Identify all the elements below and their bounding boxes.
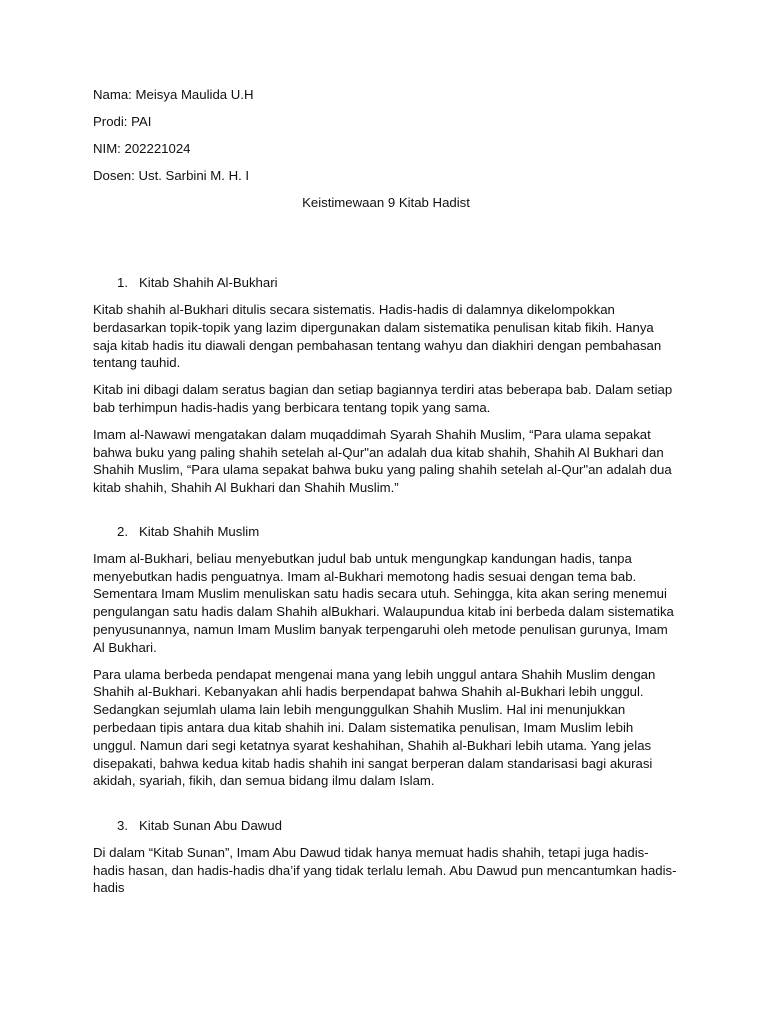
- document-title: Keistimewaan 9 Kitab Hadist: [302, 195, 470, 211]
- section-heading-text: Kitab Shahih Al-Bukhari: [139, 275, 278, 291]
- list-number: 2.: [117, 523, 128, 539]
- paragraph: Imam al-Nawawi mengatakan dalam muqaddimah Syarah Shahih Muslim, “Para ulama sepakat bahwa buku yang paling shahih setelah al-Qur"an adalah dua kitab shahih, Shahih Al Bukhari dan Shahih Muslim, “Para ulama sepakat bahwa buku yang paling shahih setelah al-Qur"an adalah dua kitab shahih, Shahih Al Bukhari dan Shahih Muslim.”: [93, 426, 672, 496]
- list-number: 1.: [117, 275, 128, 291]
- paragraph: Imam al-Bukhari, beliau menyebutkan judul bab untuk mengungkap kandungan hadis, tanpa menyebutkan hadis penguatnya. Imam al-Bukhari memotong hadis sesuai dengan tema bab. Sementara Imam Muslim menuliskan satu hadis secara utuh. Sehingga, kita akan sering menemui pengulangan satu hadis dalam Shahih alBukhari. Walaupundua kitab ini berbeda dalam sistematika penyusunannya, namun Imam Muslim banyak terpengaruhi oleh metode penulisan gurunya, Imam Al Bukhari.: [93, 550, 674, 655]
- study-program: Prodi: PAI: [93, 114, 152, 130]
- paragraph: Para ulama berbeda pendapat mengenai mana yang lebih unggul antara Shahih Muslim dengan Shahih al-Bukhari. Kebanyakan ahli hadis berpendapat bahwa Shahih al-Bukhari lebih unggul. Sedangkan sejumlah ulama lain lebih mengunggulkan Shahih Muslim. Hal ini menunjukkan perbedaan tipis antara dua kitab shahih ini. Dalam sistematika penulisan, Imam Muslim lebih unggul. Namun dari segi ketatnya syarat keshahihan, Shahih al-Bukhari lebih utama. Yang jelas disepakati, bahwa kedua kitab hadis shahih ini sangat berperan dalam standarisasi bagi akurasi akidah, syariah, fikih, dan semua bidang ilmu dalam Islam.: [93, 666, 656, 789]
- lecturer-name: Dosen: Ust. Sarbini M. H. I: [93, 168, 250, 184]
- list-number: 3.: [117, 818, 128, 834]
- section-heading: [93, 274, 679, 292]
- section-sunan-abu-dawud: [93, 817, 679, 897]
- student-id: NIM: 202221024: [93, 141, 191, 157]
- section-shahih-muslim: [93, 523, 679, 790]
- section-heading-text: Kitab Sunan Abu Dawud: [139, 818, 282, 834]
- paragraph: Di dalam “Kitab Sunan”, Imam Abu Dawud tidak hanya memuat hadis shahih, tetapi juga hadis-hadis hasan, dan hadis-hadis dha’if yang tidak terlalu lemah. Abu Dawud pun mencantumkan hadis-hadis: [93, 844, 677, 896]
- section-heading: [93, 523, 679, 541]
- section-shahih-bukhari: [93, 274, 679, 497]
- section-heading: [93, 817, 679, 835]
- document-body: [93, 86, 679, 906]
- paragraph: Kitab shahih al-Bukhari ditulis secara sistematis. Hadis-hadis di dalamnya dikelompokkan berdasarkan topik-topik yang lazim dipergunakan dalam sistematika penulisan kitab fikih. Hanya saja kitab hadis itu diawali dengan pembahasan tentang wahyu dan diakhiri dengan pembahasan tentang tauhid.: [93, 301, 662, 371]
- paragraph: Kitab ini dibagi dalam seratus bagian dan setiap bagiannya terdiri atas beberapa bab. Dalam setiap bab terhimpun hadis-hadis yang berbicara tentang topik yang sama.: [93, 382, 673, 415]
- section-heading-text: Kitab Shahih Muslim: [139, 523, 260, 539]
- student-name: Nama: Meisya Maulida U.H: [93, 87, 254, 102]
